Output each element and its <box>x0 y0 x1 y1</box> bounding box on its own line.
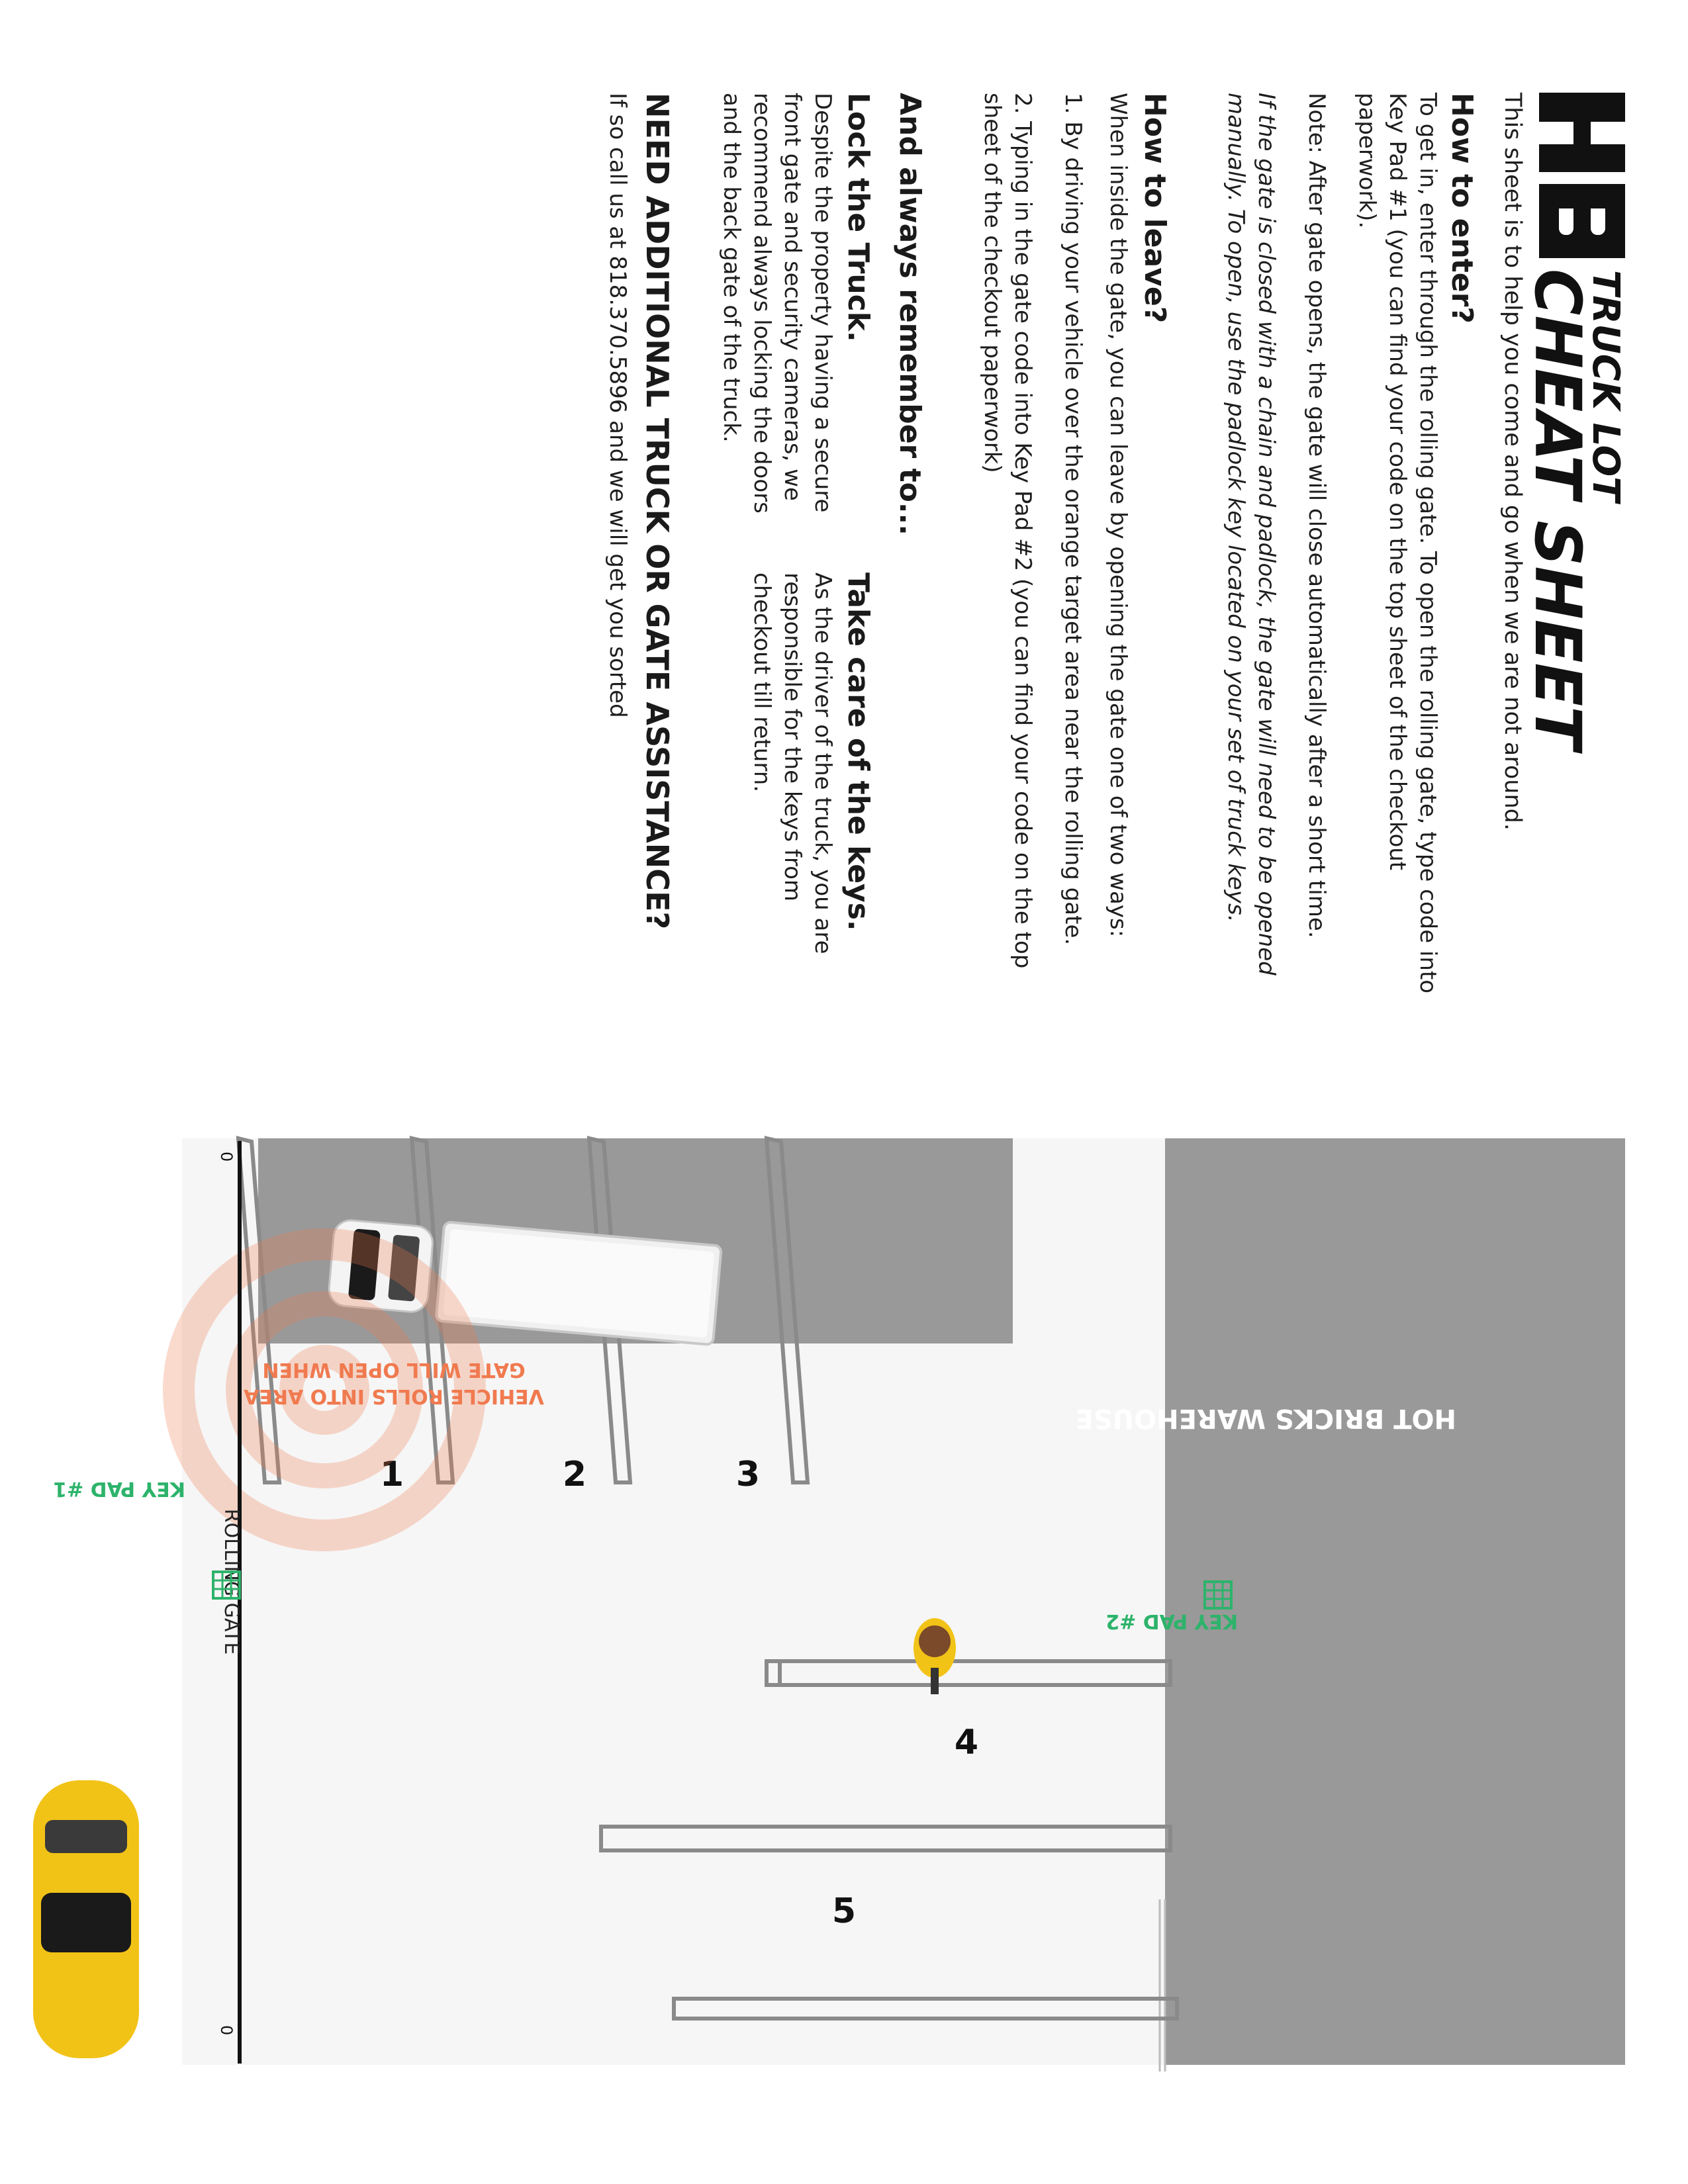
taxi-car <box>33 1780 139 2058</box>
spot-label-5: 5 <box>831 1891 857 1931</box>
lot-map <box>0 1125 1688 2184</box>
lock-truck-line: Despite the property having a secure <box>810 93 836 513</box>
warehouse-label: HOT BRICKS WAREHOUSE <box>1075 1403 1456 1433</box>
gate-post: 0 <box>217 2025 236 2036</box>
leave-option-1: 1. By driving your vehicle over the orange target area near the rolling gate. <box>1060 93 1086 946</box>
keys-heading: Take care of the keys. <box>841 572 875 931</box>
enter-body-line: To get in, enter through the rolling gate. To open the rolling gate, type code into <box>1415 93 1441 994</box>
enter-heading: How to enter? <box>1445 93 1479 324</box>
logo-title-line2: CHEAT SHEET <box>1521 269 1595 750</box>
target-label-line2: VEHICLE ROLLS INTO AREA <box>244 1385 544 1408</box>
gate-post: 0 <box>217 1152 236 1162</box>
intro-text: This sheet is to help you come and go when we are not around. <box>1499 93 1526 831</box>
lock-truck-line: front gate and security cameras, we <box>779 93 806 501</box>
enter-chain-line: If the gate is closed with a chain and padlock, the gate will need to be opened <box>1253 93 1280 976</box>
leave-option-2-line: 2. Typing in the gate code into Key Pad #2 (you can find your code on the top <box>1009 93 1036 969</box>
assistance-line: If so call us at 818.370.5896 and we will get you sorted <box>604 93 631 718</box>
hb-logo-mark <box>1539 93 1625 258</box>
leave-intro: When inside the gate, you can leave by opening the gate one of two ways: <box>1105 93 1131 938</box>
keys-line: As the driver of the truck, you are <box>810 572 836 954</box>
logo-title-line1: TRUCK LOT <box>1584 270 1627 502</box>
enter-note: Note: After gate opens, the gate will close automatically after a short time. <box>1303 93 1330 938</box>
lock-truck-line: and the back gate of the truck. <box>718 93 745 443</box>
keypad-2-label: KEY PAD #2 <box>1105 1610 1238 1633</box>
enter-chain-line: manually. To open, use the padlock key located on your set of truck keys. <box>1223 93 1249 923</box>
spot-label-3: 3 <box>735 1455 761 1494</box>
spot-label-1: 1 <box>379 1455 404 1494</box>
enter-body-line: paperwork). <box>1354 93 1380 229</box>
keypad-1-label: KEY PAD #1 <box>53 1477 185 1500</box>
lock-truck-heading: Lock the Truck. <box>841 93 875 342</box>
assistance-heading: NEED ADDITIONAL TRUCK OR GATE ASSISTANCE? <box>639 93 675 930</box>
small-building <box>1420 1946 1625 2065</box>
spot-label-4: 4 <box>954 1723 979 1762</box>
target-label-line1: GATE WILL OPEN WHEN <box>262 1358 526 1381</box>
keys-line: responsible for the keys from <box>779 572 806 902</box>
leave-option-2-line: sheet of the checkout paperwork) <box>979 93 1006 473</box>
leave-heading: How to leave? <box>1138 93 1172 324</box>
remember-heading: And always remember to... <box>893 93 927 535</box>
spot-label-2: 2 <box>562 1455 587 1494</box>
lock-truck-line: recommend always locking the doors <box>749 93 775 514</box>
rolling-gate-label: ROLLING GATE <box>220 1508 243 1655</box>
enter-body-line: Key Pad #1 (you can find your code on the top sheet of the checkout <box>1384 93 1411 871</box>
keys-line: checkout till return. <box>749 572 775 793</box>
